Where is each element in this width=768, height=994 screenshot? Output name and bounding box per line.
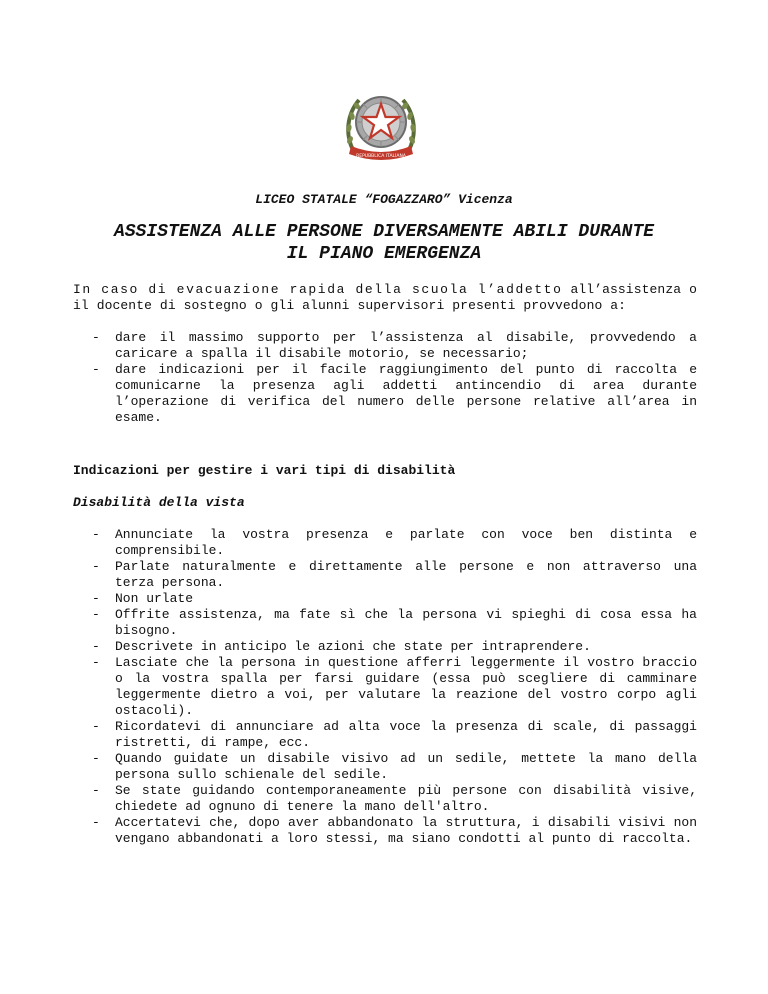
list-item: - Se state guidando contemporaneamente più persone con disabilità visive, chiedete ad ognuno di tenere la mano dell'altro.: [73, 783, 697, 815]
emblem-ribbon-text: REPUBBLICA ITALIANA: [356, 154, 406, 159]
list-item: - Quando guidate un disabile visivo ad un sedile, mettete la mano della persona sullo schienale del sedile.: [73, 751, 697, 783]
intro-line-1: In caso di evacuazione rapida della scuola l’addetto: [73, 282, 563, 297]
italian-republic-emblem: [339, 84, 423, 170]
vision-disability-list: [73, 527, 697, 847]
intro-paragraph: [73, 282, 697, 314]
title-line-1: ASSISTENZA ALLE PERSONE DIVERSAMENTE ABILI DURANTE: [113, 222, 655, 242]
list-item: - Offrite assistenza, ma fate sì che la persona vi spieghi di cosa essa ha bisogno.: [73, 607, 697, 639]
list-item: - Ricordatevi di annunciare ad alta voce la presenza di scale, di passaggi ristretti, di rampe, ecc.: [73, 719, 697, 751]
list-item: - Accertatevi che, dopo aver abbandonato la struttura, i disabili visivi non vengano abbandonati a loro stessi, ma siano condotti al punto di raccolta.: [73, 815, 697, 847]
list-item: - dare il massimo supporto per l’assistenza al disabile, provvedendo a caricare a spalla il disabile motorio, se necessario;: [73, 330, 697, 362]
list-item: - Lasciate che la persona in questione afferri leggermente il vostro braccio o la vostra spalla per farsi guidare (essa può scegliere di camminare leggermente dietro a voi, per valutare la reazione del vostro corpo agli ostacoli).: [73, 655, 697, 719]
list-item: - Parlate naturalmente e direttamente alle persone e non attraverso una terza persona.: [73, 559, 697, 591]
document-title: [60, 221, 708, 265]
list-item: - dare indicazioni per il facile raggiungimento del punto di raccolta e comunicarne la presenza agli addetti antincendio di area durante l’operazione di verifica del numero delle persone relative all’area in esame.: [73, 362, 697, 426]
evacuation-duties-list: [73, 330, 697, 426]
section-heading: Indicazioni per gestire i vari tipi di disabilità: [73, 463, 456, 478]
school-name: LICEO STATALE “FOGAZZARO” Vicenza: [255, 192, 513, 207]
intro-rest: all’assistenza o il docente di sostegno o gli alunni supervisori presenti provvedono a:: [73, 282, 698, 313]
title-line-2: IL PIANO EMERGENZA: [286, 244, 482, 264]
list-item: - Annunciate la vostra presenza e parlate con voce ben distinta e comprensibile.: [73, 527, 697, 559]
subsection-heading: Disabilità della vista: [73, 495, 245, 510]
list-item: - Descrivete in anticipo le azioni che state per intraprendere.: [73, 639, 697, 655]
list-item: - Non urlate: [73, 591, 697, 607]
